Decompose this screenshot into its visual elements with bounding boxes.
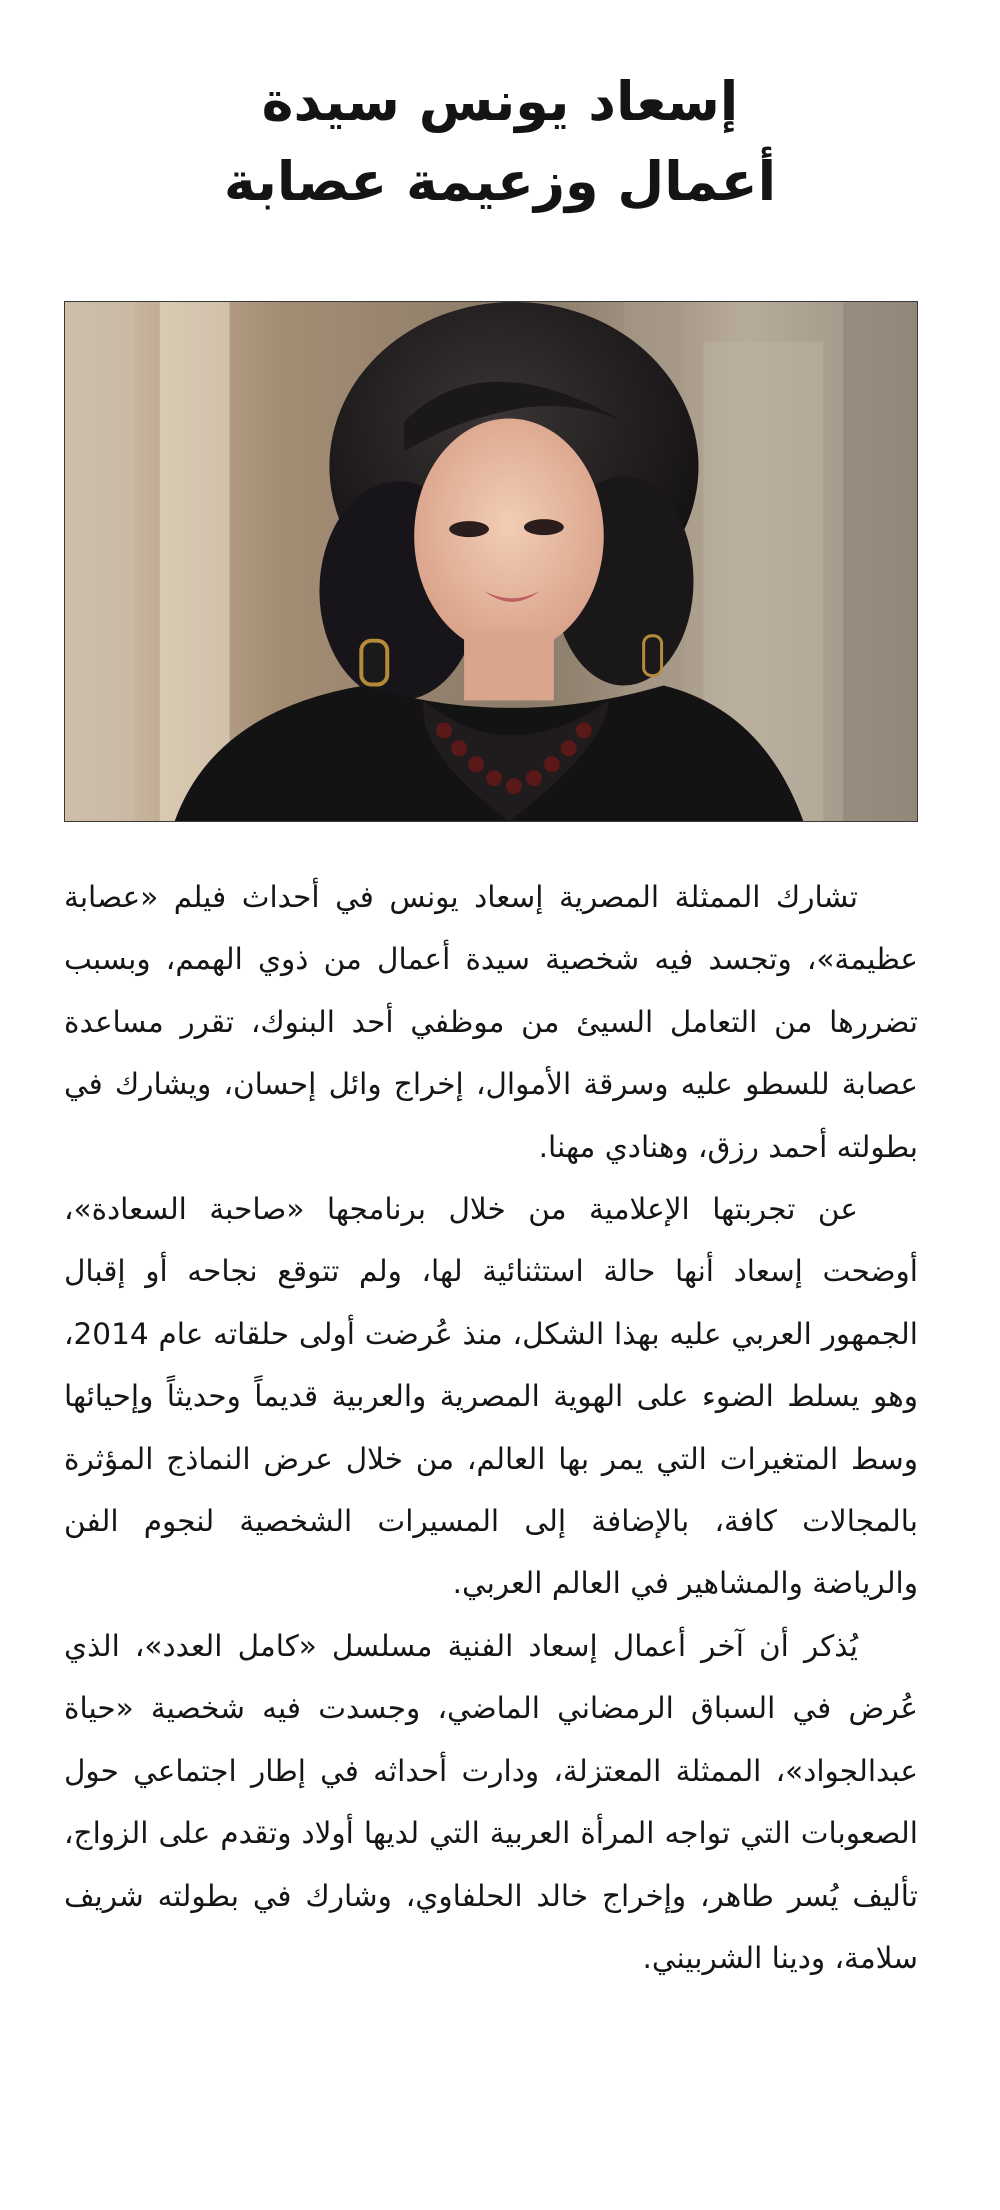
headline-line-2: أعمال وزعيمة عصابة — [223, 150, 777, 213]
portrait-photo-illustration — [65, 302, 917, 821]
article-paragraph-2: عن تجربتها الإعلامية من خلال برنامجها «صاحبة السعادة»، أوضحت إسعاد أنها حالة استثنائية لها، ولم تتوقع نجاحه أو إقبال الجمهور العربي عليه بهذا الشكل، منذ عُرضت أولى حلقاته عام 2014، وهو يسلط الضوء على الهوية المصرية والعربية قديماً وحديثاً وإحيائها وسط المتغيرات التي يمر بها العالم، من خلال عرض النماذج المؤثرة بالمجالات كافة، بالإضافة إلى المسيرات الشخصية لنجوم الفن والرياضة والمشاهير في العالم العربي. — [64, 1192, 918, 1601]
article-paragraph-1: تشارك الممثلة المصرية إسعاد يونس في أحداث فيلم «عصابة عظيمة»، وتجسد فيه شخصية سيدة أعمال من ذوي الهمم، وبسبب تضررها من التعامل السيئ من موظفي أحد البنوك، تقرر مساعدة عصابة للسطو عليه وسرقة الأموال، إخراج وائل إحسان، ويشارك في بطولته أحمد رزق، وهنادي مهنا. — [64, 880, 918, 1164]
article-headline — [60, 62, 940, 222]
article-photo — [64, 301, 918, 822]
headline-line-1: إسعاد يونس سيدة — [261, 70, 739, 133]
article-paragraph-3: يُذكر أن آخر أعمال إسعاد الفنية مسلسل «كامل العدد»، الذي عُرض في السباق الرمضاني الماضي، وجسدت فيه شخصية «حياة عبدالجواد»، الممثلة المعتزلة، ودارت أحداثه في إطار اجتماعي حول الصعوبات التي تواجه المرأة العربية التي لديها أولاد وتقدم على الزواج، تأليف يُسر طاهر، وإخراج خالد الحلفاوي، وشارك في بطولته شريف سلامة، ودينا الشربيني. — [64, 1628, 918, 1975]
article-body — [64, 866, 918, 1989]
